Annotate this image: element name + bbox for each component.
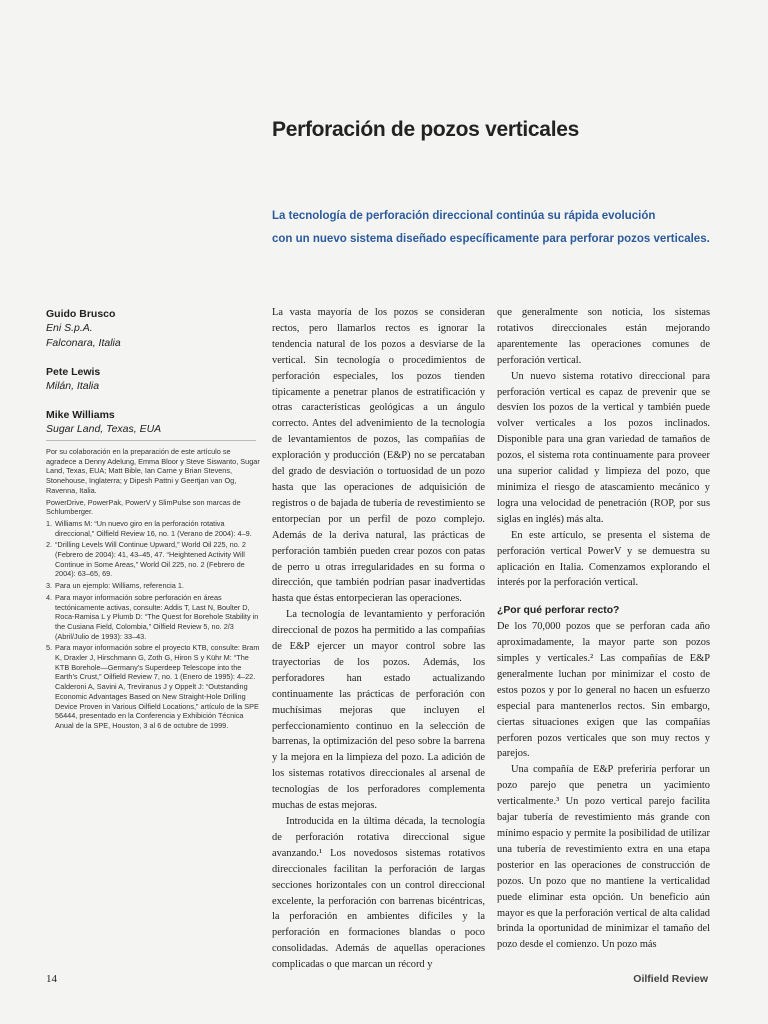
- section-heading: ¿Por qué perforar recto?: [497, 605, 620, 617]
- body-column-1: [272, 305, 485, 973]
- body-paragraph: Una compañía de E&P preferiría perforar un pozo parejo que penetra un yacimiento verticalmente.³ Un pozo vertical parejo facilita bajar tubería de revestimiento más grande con mínimo espacio y permite la posibilidad de utilizar una tubería de revestimiento extra en una etapa posterior en las operaciones de construcción de pozos. Un pozo que no mantiene la verticalidad puede eliminar esta opción. Un beneficio aún mayor es que la perforación vertical de alta calidad brinda la oportunidad de minimizar el tamaño del pozo desde el comienzo. Un pozo más: [497, 764, 710, 951]
- author-affiliation: Milán, Italia: [46, 380, 100, 392]
- article-title: Perforación de pozos verticales: [272, 118, 579, 141]
- body-paragraph: que generalmente son noticia, los sistemas rotativos direccionales están mejorando aparentemente las operaciones comunes de perforación vertical.: [497, 307, 710, 366]
- author-affiliation: Falconara, Italia: [46, 337, 121, 349]
- reference-number: 3.: [46, 581, 53, 591]
- reference-text: Para mayor información sobre el proyecto KTB, consulte: Bram K, Draxler J, Hirschmann G, Zoth G, Hiron S y Kühr M: “The KTB Borehole—Germany’s Superdeep Telescope into the Earth’s Crust,” Oilfield Review 7, no. 1 (Enero de 1995): 4–22. Calderoni A, Savini A, Treviranus J y Oppelt J: “Outstanding Economic Advantages Based on New Straight-Hole Drilling Device Proven in Various Oilfield Locations,” artículo de la SPE 56444, presentado en la Conferencia y Exhibición Técnica Anual de la SPE, Houston, 3 al 6 de octubre de 1999.: [55, 643, 260, 730]
- body-paragraph: La vasta mayoría de los pozos se consideran rectos, pero llamarlos rectos es ignorar la tendencia natural de los pozos a desviarse de la vertical. Sin tecnología o procedimientos de perforación especiales, los pozos tienden típicamente a penetrar planos de estratificación y otras características geológicas a un ángulo correcto. Antes del advenimiento de la tecnología de levantamientos de pozos, las compañías de exploración y producción (E&P) no se percataban del grado de desviación o tortuosidad de un pozo hasta que las operaciones de adquisición de registros o de bajada de tubería de revestimiento se entorpecían por un perfil de pozo complejo. Además de la deriva natural, las prácticas de perforación también pueden crear pozos con patas de perro u otras irregularidades en su forma o dirección, que también podrían pasar inadvertidas hasta que éstas entorpecieran las operaciones.: [272, 307, 485, 605]
- deck-line: con un nuevo sistema diseñado específicamente para perforar pozos verticales.: [272, 233, 710, 245]
- reference-text: Williams M: “Un nuevo giro en la perforación rotativa direccional,” Oilfield Review 16, no. 1 (Verano de 2004): 4–9.: [55, 518, 252, 538]
- author-block: [46, 365, 256, 394]
- body-paragraph: Un nuevo sistema rotativo direccional para perforación vertical es capaz de prevenir que se desvíen los pozos de la vertical y también puede volver verticales a los pozos inclinados. Disponible para una gran variedad de tamaños de pozos, el sistema rota continuamente para proveer una superior calidad y limpieza del pozo, que minimiza el riesgo de atascamiento mecánico y logra una velocidad de penetración (ROP, por sus siglas en inglés) más alta.: [497, 370, 710, 525]
- author-name: Guido Brusco: [46, 308, 116, 320]
- author-affiliation: Eni S.p.A.: [46, 322, 93, 334]
- author-name: Pete Lewis: [46, 366, 101, 378]
- body-paragraph: De los 70,000 pozos que se perforan cada año aproximadamente, la mayor parte son pozos simples y verticales.² Las compañías de E&P generalmente luchan por minimizar el costo de estos pozos y por lo general no hacen un esfuerzo especial para mantenerlos rectos. Sin embargo, ciertas situaciones exigen que las compañías perforen pozos verticales que son muy rectos y parejos.: [497, 621, 710, 760]
- notes-divider: [46, 440, 256, 441]
- reference-text: Para mayor información sobre perforación en áreas tectónicamente activas, consulte: Addis T, Last N, Boulter D, Roca-Ramisa L y Plumb D: “The Quest for Borehole Stability in the Cusiana Field, Colombia,” Oilfield Review 5, no. 2/3 (Abril/Julio de 1993): 33–43.: [55, 592, 259, 641]
- footnotes: [46, 447, 261, 733]
- author-list: [46, 307, 256, 451]
- body-column-2: [497, 305, 710, 953]
- author-name: Mike Williams: [46, 409, 115, 421]
- body-paragraph: Introducida en la última década, la tecnología de perforación rotativa direccional sigue avanzando.¹ Los novedosos sistemas rotativos direccionales facilitan la perforación de largas secciones horizontales con un control direccional excelente, la perforación con barrenas bicéntricas, la perforación en ambientes difíciles y la perforación en formaciones blandas o poco consolidadas. Además de aquellas operaciones complicadas o que marcan un récord y: [272, 816, 485, 971]
- author-block: [46, 408, 256, 437]
- author-affiliation: Sugar Land, Texas, EUA: [46, 423, 162, 435]
- reference-text: “Drilling Levels Will Continue Upward,” World Oil 225, no. 2 (Febrero de 2004): 41, 43–45, 47. “Heightened Activity Will Continue in Some Areas,” World Oil 225, no. 2 (Febrero de 2004): 63–65, 69.: [55, 540, 246, 579]
- body-paragraph: La tecnología de levantamiento y perforación direccional de pozos ha permitido a las compañías de E&P ejercer un mayor control sobre las trayectorias de los pozos. Además, los perforadores han estado actualizando continuamente las prácticas de perforación con muchísimas mejoras que incluyen el perfeccionamiento continuo en la selección de barrenas, la optimización del peso sobre la barrena y la mejora en la limpieza del pozo. La adición de los sistemas rotativos direccionales al arsenal de tecnologías de los perforadores complementa muchas de estas mejoras.: [272, 609, 485, 812]
- reference-number: 2.: [46, 540, 53, 550]
- reference-item: [46, 519, 261, 538]
- journal-name: Oilfield Review: [633, 973, 708, 985]
- page-number: 14: [46, 973, 57, 985]
- deck-line: La tecnología de perforación direccional continúa su rápida evolución: [272, 210, 656, 222]
- reference-number: 4.: [46, 592, 53, 602]
- reference-item: [46, 581, 261, 591]
- reference-text: Para un ejemplo: Williams, referencia 1.: [55, 581, 184, 591]
- reference-number: 5.: [46, 643, 53, 653]
- reference-item: [46, 643, 261, 730]
- reference-item: [46, 593, 261, 642]
- trademark-note: PowerDrive, PowerPak, PowerV y SlimPulse son marcas de Schlumberger.: [46, 497, 241, 517]
- body-paragraph: En este artículo, se presenta el sistema de perforación vertical PowerV y se demuestra su aplicación en Italia. Comenzamos explorando el interés por la perforación vertical.: [497, 529, 710, 589]
- author-block: [46, 307, 256, 351]
- reference-number: 1.: [46, 518, 53, 528]
- reference-item: [46, 540, 261, 579]
- acknowledgment-note: Por su colaboración en la preparación de este artículo se agradece a Denny Adelung, Emma Bloor y Steve Siswanto, Sugar Land, Texas, EUA; Matt Bible, Ian Carne y Brian Stevens, Stonehouse, Inglaterra; y Dipesh Pattni y Geertjan van Og, Ravenna, Italia.: [46, 447, 260, 495]
- article-deck: [272, 205, 722, 251]
